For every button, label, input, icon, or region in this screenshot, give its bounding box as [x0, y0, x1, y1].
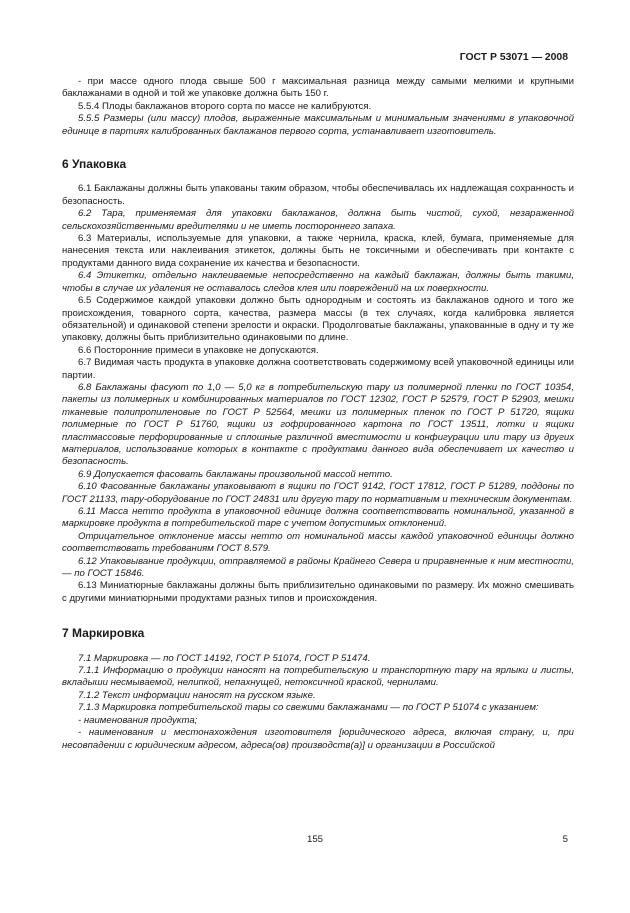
paragraph: Отрицательное отклонение массы нетто от номинальной массы каждой упаковочной единицы должно соответствовать требованиям ГОСТ 8.579.	[62, 530, 574, 555]
paragraph: 5.5.5 Размеры (или массу) плодов, выраженные максимальным и минимальным значениями в упаковочной единице в партиях калиброванных баклажанов первого сорта, устанавливает изготовитель.	[62, 113, 574, 137]
paragraph: 7.1 Маркировка — по ГОСТ 14192, ГОСТ Р 51074, ГОСТ Р 51474.	[78, 652, 371, 664]
paragraph: 6.7 Видимая часть продукта в упаковке должна соответствовать содержимому всей упаковочной единицы или партии.	[62, 357, 574, 381]
section-7-heading: 7 Маркировка	[62, 626, 145, 641]
paragraph: 6.12 Упаковывание продукции, отправляемой в районы Крайнего Севера и приравненные к ним местности, — по ГОСТ 15846.	[62, 555, 574, 580]
section-5-5-tail	[62, 76, 574, 138]
paragraph: 6.13 Миниатюрные баклажаны должны быть приблизительно одинаковыми по размеру. Их можно смешивать с другими миниатюрными продуктами разных типов и происхождения.	[62, 580, 574, 604]
paragraph: 6.2 Тара, применяемая для упаковки баклажанов, должна быть чистой, сухой, незараженной сельскохозяйственными вредителями и не иметь постороннего запаха.	[62, 208, 574, 232]
paragraph: 7.1.1 Информацию о продукции наносят на потребительскую и транспортную тару на ярлыки и листы, вкладыши несмываемой, нелипкой, непахнущей, нетоксичной краской, чернилами.	[62, 665, 574, 689]
paragraph: 7.1.2 Текст информации наносят на русском языке.	[78, 689, 316, 701]
paragraph: 6.11 Масса нетто продукта в упаковочной единице должна соответствовать номинальной, указанной в маркировке продукта в потребительской таре с учетом допустимых отклонений.	[62, 506, 574, 530]
paragraph: 6.10 Фасованные баклажаны упаковывают в ящики по ГОСТ 9142, ГОСТ 17812, ГОСТ Р 51289, поддоны по ГОСТ 21133, тару-оборудование по ГОСТ 24831 или другую тару по нормативным и техническим документам.	[62, 481, 574, 505]
paragraph: - наименования и местонахождения изготовителя [юридического адреса, включая страну, и, при несовпадении с юридическим адресом, адреса(ов) производств(а)] и организации в Российской	[62, 727, 574, 751]
paragraph: 6.3 Материалы, используемые для упаковки, а также чернила, краска, клей, бумага, применяемые для нанесения текста или наклеивания этикеток, должны быть не токсичными и обеспечивать при контакте с продуктами данного вида сохранение их качества и безопасности.	[62, 233, 574, 269]
paragraph: 6.8 Баклажаны фасуют по 1,0 — 5,0 кг в потребительскую тару из полимерной пленки по ГОСТ 10354, пакеты из полимерных и комбинированных материалов по ГОСТ 12302, ГОСТ Р 52579, ГОСТ Р 52903, мешки тканевые полипропиленовые по ГОСТ Р 52564, мешки из полимерных пленок по ГОСТ Р 51720, ящики полимерные по ГОСТ Р 51760, ящики из гофрированного картона по ГОСТ 13511, лотки и ящики пластмассовые перфорированные и сплошные различной вместимости и конфигурации или тару из других материалов, использование которых в контакте с продуктами данного вида обеспечивает их качество и безопасность.	[62, 381, 574, 468]
paragraph: - наименования продукта;	[78, 714, 198, 726]
section-6-body	[62, 183, 574, 605]
document-header: ГОСТ Р 53071 — 2008	[459, 52, 568, 63]
paragraph: 6.6 Посторонние примеси в упаковке не допускаются.	[78, 344, 319, 356]
paragraph: 5.5.4 Плоды баклажанов второго сорта по массе не калибруются.	[78, 100, 372, 112]
paragraph: 6.9 Допускается фасовать баклажаны произвольной массой нетто.	[78, 468, 393, 480]
page-number-right: 5	[562, 834, 568, 845]
paragraph: 7.1.3 Маркировка потребительской тары со свежими баклажанами — по ГОСТ Р 51074 с указанием:	[78, 702, 539, 714]
page-number-center: 155	[306, 834, 323, 845]
section-6-heading: 6 Упаковка	[62, 157, 127, 172]
section-7-body	[62, 653, 574, 752]
paragraph: 6.5 Содержимое каждой упаковки должно быть однородным и состоять из баклажанов одного и того же происхождения, товарного сорта, качества, размера массы (в тех случаях, когда калибровка является обязательной) и одинаковой степени зрелости и окраски. Продолговатые баклажаны, упакованные в одну и ту же упаковку, должны быть приблизительно одинаковыми по длине.	[62, 295, 574, 344]
paragraph: - при массе одного плода свыше 500 г максимальная разница между самыми мелкими и крупными баклажанами в одной и той же упаковке должна быть 150 г.	[62, 76, 574, 100]
paragraph: 6.4 Этикетки, отдельно наклеиваемые непосредственно на каждый баклажан, должны быть такими, чтобы в случае их удаления не оставалось следов клея или повреждений на их поверхности.	[62, 270, 574, 294]
page-body	[62, 76, 574, 752]
paragraph: 6.1 Баклажаны должны быть упакованы таким образом, чтобы обеспечивалась их надлежащая сохранность и безопасность.	[62, 183, 574, 207]
